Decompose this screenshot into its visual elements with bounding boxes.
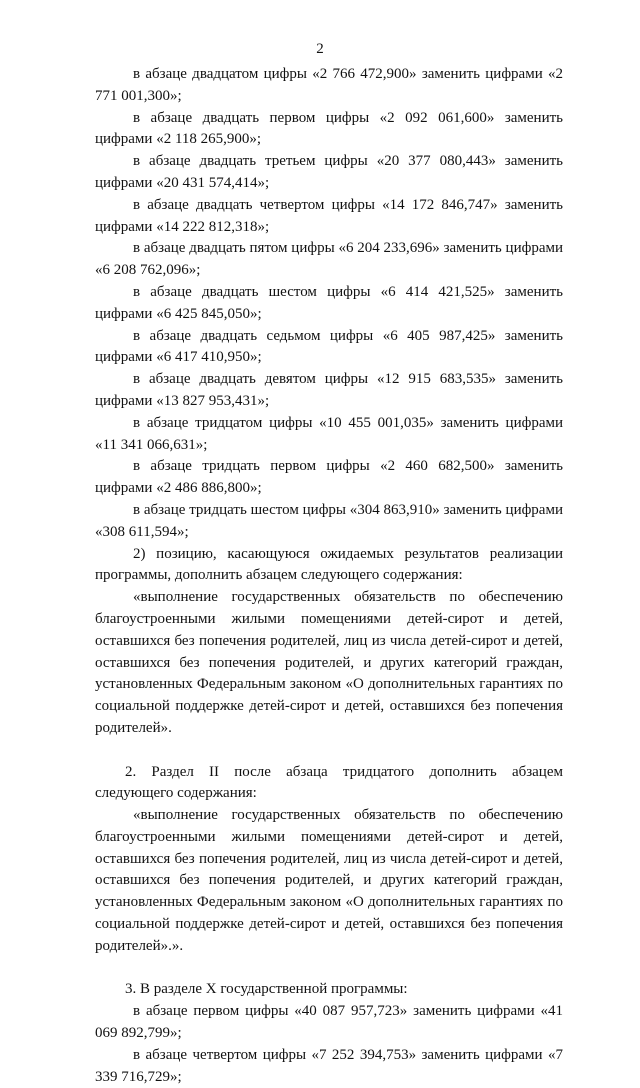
amendment-paragraph: в абзаце двадцать седьмом цифры «6 405 987,425» заменить цифрами «6 417 410,950»;: [95, 327, 563, 366]
section-paragraph: 2. Раздел II после абзаца тридцатого дополнить абзацем следующего содержания:: [95, 763, 563, 802]
paragraph-gap: [95, 740, 563, 762]
section-paragraph: 3. В разделе X государственной программы:: [125, 981, 408, 998]
item-paragraph: 2) позицию, касающуюся ожидаемых результатов реализации программы, дополнить абзацем следующего содержания:: [95, 545, 563, 584]
amendment-paragraph: в абзаце первом цифры «40 087 957,723» заменить цифрами «41 069 892,799»;: [95, 1003, 563, 1042]
amendment-paragraph: в абзаце двадцатом цифры «2 766 472,900» заменить цифрами «2 771 001,300»;: [95, 66, 563, 104]
amendment-paragraph: в абзаце двадцать шестом цифры «6 414 421,525» заменить цифрами «6 425 845,050»;: [95, 283, 563, 322]
amendment-paragraph: в абзаце двадцать первом цифры «2 092 061,600» заменить цифрами «2 118 265,900»;: [95, 109, 563, 148]
amendment-paragraph: в абзаце двадцать девятом цифры «12 915 683,535» заменить цифрами «13 827 953,431»;: [95, 371, 563, 409]
amendment-paragraph: в абзаце тридцать шестом цифры «304 863,910» заменить цифрами «308 611,594»;: [95, 501, 563, 540]
amendment-paragraph: в абзаце двадцать пятом цифры «6 204 233,696» заменить цифрами «6 208 762,096»;: [95, 240, 563, 279]
quoted-paragraph: «выполнение государственных обязательств по обеспечению благоустроенными жилыми помещениями детей-сирот и детей, оставшихся без попечения родителей, лиц из числа детей-сирот и детей, оставшихся без попечения родителей, и других категорий граждан, установленных Федеральным законом «О дополнительных гарантиях по социальной поддержке детей-сирот и детей, оставшихся без попечения родителей».: [95, 589, 563, 736]
page-number: 2: [316, 41, 324, 57]
amendment-paragraph: в абзаце тридцатом цифры «10 455 001,035» заменить цифрами «11 341 066,631»;: [95, 414, 563, 453]
amendment-paragraph: в абзаце двадцать четвертом цифры «14 172 846,747» заменить цифрами «14 222 812,318»;: [95, 196, 563, 235]
amendment-paragraph: в абзаце двадцать третьем цифры «20 377 080,443» заменить цифрами «20 431 574,414»;: [95, 153, 563, 191]
amendment-paragraph: в абзаце тридцать первом цифры «2 460 682,500» заменить цифрами «2 486 886,800»;: [95, 458, 563, 497]
document-body: [95, 64, 563, 1088]
quoted-paragraph: «выполнение государственных обязательств по обеспечению благоустроенными жилыми помещениями детей-сирот и детей, оставшихся без попечения родителей, лиц из числа детей-сирот и детей, оставшихся без попечения родителей, и других категорий граждан, установленных Федеральным законом «О дополнительных гарантиях по социальной поддержке детей-сирот и детей, оставшихся без попечения родителей».».: [95, 807, 563, 954]
paragraph-gap: [95, 958, 563, 980]
amendment-paragraph: в абзаце четвертом цифры «7 252 394,753» заменить цифрами «7 339 716,729»;: [95, 1046, 563, 1085]
